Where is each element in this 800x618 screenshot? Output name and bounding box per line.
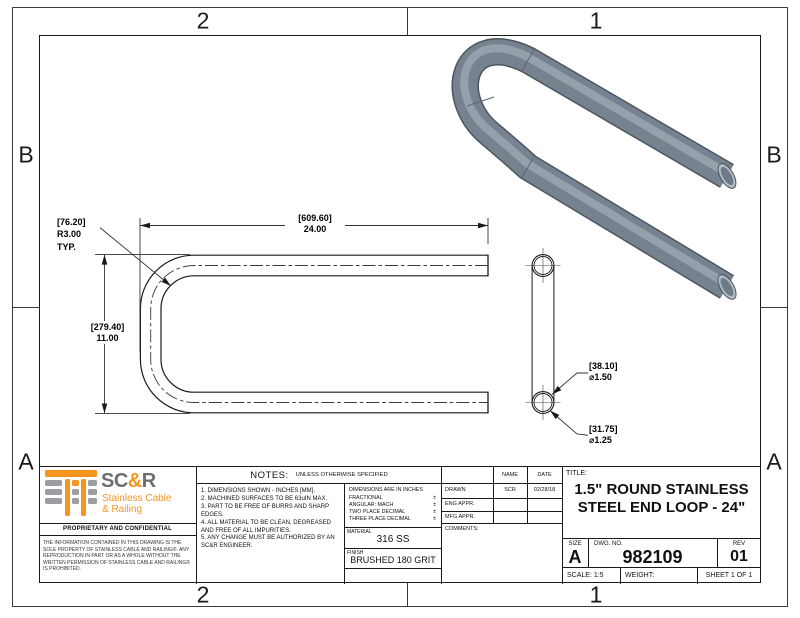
approval-row-label: DRAWN xyxy=(445,487,466,493)
legal-text: THE INFORMATION CONTAINED IN THIS DRAWING IS THE SOLE PROPERTY OF STAINLESS CABLE AND RAILING®. ANY REPRODUCTION IN PART OR AS A WHOLE WITHOUT THE WRITTEN PERMISSION OF STAINLESS CABLE AND RAILING® IS PROHIBITED. xyxy=(43,540,190,572)
tube-centerline xyxy=(151,266,488,403)
title-label: TITLE: xyxy=(566,470,588,477)
dwg-no-label: DWG. NO. xyxy=(594,541,623,547)
zone-label: 2 xyxy=(196,7,210,34)
height-in: 11.00 xyxy=(96,332,119,343)
notes-title: NOTES: xyxy=(250,469,289,481)
titleblock-separator xyxy=(344,548,442,549)
railing-logo-icon xyxy=(45,470,97,518)
plus-minus: ± xyxy=(433,501,436,508)
brand-r: R xyxy=(141,470,156,492)
notes-list xyxy=(201,488,341,551)
dwg-no-value: 982109 xyxy=(622,547,683,567)
rev-label: REV xyxy=(732,541,746,547)
material-value: 316 SS xyxy=(376,534,410,545)
radius-in: R3.00 xyxy=(57,229,82,240)
height-dimension-label xyxy=(84,321,131,344)
zone-label: A xyxy=(766,448,782,475)
tolerance-label: TWO PLACE DECIMAL xyxy=(349,508,406,515)
id-leader xyxy=(550,411,590,436)
radius-dimension-label xyxy=(56,215,100,254)
notes-subtitle: UNLESS OTHERWISE SPECIFIED xyxy=(295,472,388,478)
titleblock-separator xyxy=(344,568,442,569)
id-in: ⌀1.25 xyxy=(589,434,612,445)
titleblock-separator xyxy=(344,527,442,528)
material-label: MATERIAL xyxy=(347,529,372,535)
length-mm: [609.60] xyxy=(298,213,332,223)
note-item: 2. MACHINED SURFACES TO BE 63uIN MAX. xyxy=(201,495,328,502)
zone-label: 1 xyxy=(589,7,603,34)
tolerance-label: ANGULAR: MACH xyxy=(349,501,394,508)
plus-minus: ± xyxy=(433,515,436,522)
id-dimension-label xyxy=(588,423,634,446)
note-item: 4. ALL MATERIAL TO BE CLEAN, DEGREASED AND FREE OF ALL IMPURITIES. xyxy=(201,519,331,534)
sheet-value: SHEET 1 OF 1 xyxy=(705,572,753,579)
tolerance-rows xyxy=(349,495,436,523)
note-item: 5. ANY CHANGE MUST BE AUTHORIZED BY AN SC&R ENGINEER. xyxy=(201,535,335,550)
brand-sc: SC xyxy=(101,470,128,492)
zone-label: B xyxy=(18,141,34,168)
radius-typ: TYP. xyxy=(57,241,76,252)
weight-label: WEIGHT: xyxy=(625,572,655,579)
brand-wordmark xyxy=(101,471,156,491)
zone-label: 2 xyxy=(196,581,210,608)
note-item: 3. PART TO BE FREE OF BURRS AND SHARP EDGES. xyxy=(201,503,330,518)
finish-label: FINISH xyxy=(347,550,364,556)
radius-mm: [76.20] xyxy=(57,217,86,227)
title-line-2: STEEL END LOOP - 24" xyxy=(577,498,746,516)
plan-view xyxy=(151,255,488,414)
tolerance-label: FRACTIONAL xyxy=(349,494,383,501)
height-mm: [279.40] xyxy=(90,322,125,332)
size-label: SIZE xyxy=(568,541,582,547)
drawn-date: 02/28/18 xyxy=(533,487,556,493)
name-column-header: NAME xyxy=(502,472,518,478)
zone-label: 1 xyxy=(589,581,603,608)
od-in: ⌀1.50 xyxy=(589,371,612,382)
zone-label: B xyxy=(766,141,782,168)
note-item: 1. DIMENSIONS SHOWN - INCHES [MM]. xyxy=(201,488,316,494)
center-marks xyxy=(526,248,561,420)
tolerance-title: DIMENSIONS ARE IN INCHES xyxy=(349,487,423,493)
titleblock-separator xyxy=(196,467,197,584)
od-dimension-label xyxy=(588,360,634,383)
side-view xyxy=(526,248,561,420)
radius-leader xyxy=(98,226,171,286)
od-mm: [38.10] xyxy=(589,361,618,371)
length-in: 24.00 xyxy=(303,223,327,234)
tolerance-label: THREE PLACE DECIMAL xyxy=(349,515,411,522)
id-mm: [31.75] xyxy=(589,424,618,434)
titleblock-separator xyxy=(620,567,621,584)
finish-value: BRUSHED 180 GRIT xyxy=(350,555,436,565)
rev-value: 01 xyxy=(730,548,748,565)
plus-minus: ± xyxy=(433,494,436,501)
titleblock-separator xyxy=(562,538,761,539)
title-block xyxy=(39,466,761,584)
length-dimension-label xyxy=(285,212,345,235)
titleblock-separator xyxy=(441,467,442,584)
od-leader xyxy=(552,373,590,395)
scale-value: SCALE: 1:5 xyxy=(567,572,604,579)
date-column-header: DATE xyxy=(537,472,552,478)
proprietary-banner: PROPRIETARY AND CONFIDENTIAL xyxy=(39,523,196,536)
title-line-1: 1.5" ROUND STAINLESS xyxy=(574,481,749,498)
zone-label: A xyxy=(18,448,34,475)
brand-subtitle-2: & Railing xyxy=(102,504,143,515)
notes-header xyxy=(196,467,442,483)
isometric-view xyxy=(464,48,739,302)
approval-row-label: ENG APPR. xyxy=(445,501,475,507)
comments-label: COMMENTS: xyxy=(445,526,479,532)
brand-amp: & xyxy=(127,470,142,492)
size-value: A xyxy=(568,547,582,567)
approval-row-label: MFG APPR. xyxy=(445,514,475,520)
plus-minus: ± xyxy=(433,508,436,515)
drawing-title xyxy=(564,481,759,516)
titleblock-separator xyxy=(441,523,562,524)
brand-subtitle-1: Stainless Cable xyxy=(102,493,172,504)
drawn-name: SCR xyxy=(504,487,516,493)
